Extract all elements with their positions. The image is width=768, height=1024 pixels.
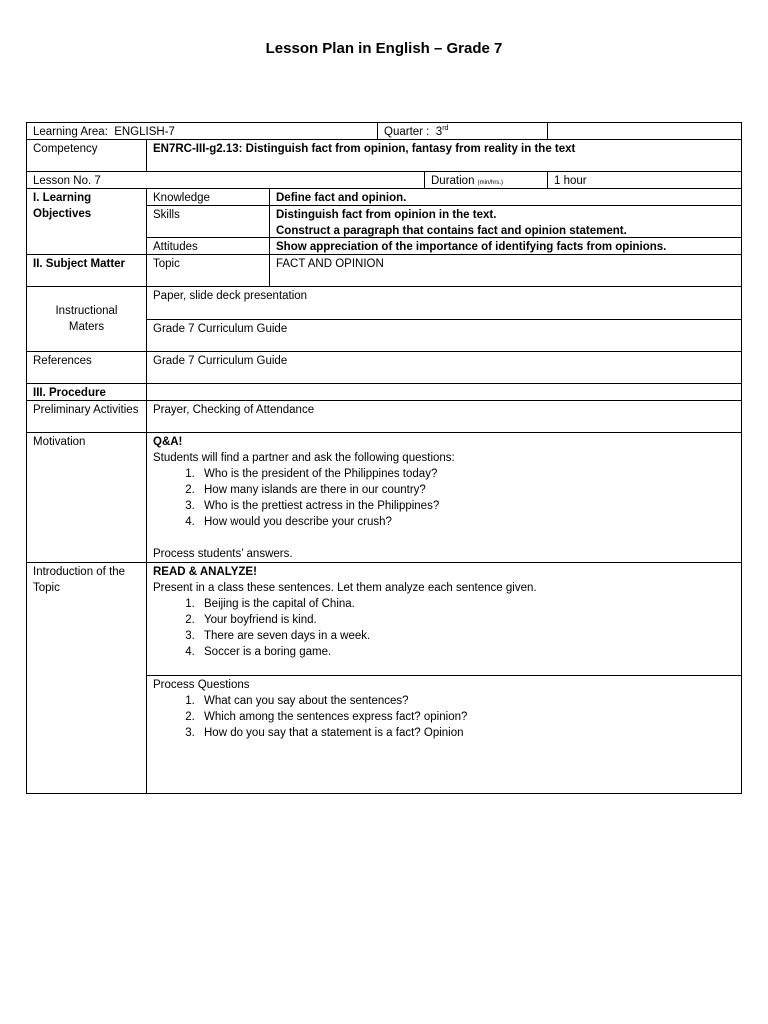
knowledge-label: Knowledge (153, 192, 210, 204)
motivation-value-cell (146, 432, 742, 563)
quarter-cell (377, 122, 548, 140)
list-item: 2. Which among the sentences express fact? opinion? (198, 709, 735, 725)
motivation-footer: Process students’ answers. (153, 548, 293, 560)
list-item: 1. Who is the president of the Philippines today? (198, 466, 735, 482)
duration-label: Duration (431, 175, 475, 187)
lesson-no-cell (26, 171, 425, 189)
list-item: 4. Soccer is a boring game. (198, 644, 735, 660)
learning-area-value: ENGLISH-7 (114, 126, 175, 138)
knowledge-value-cell (269, 188, 742, 206)
quarter-value: 3 (435, 126, 443, 138)
topic-label-cell (146, 254, 270, 287)
topic-label: Topic (153, 258, 180, 270)
references-value-cell (146, 351, 742, 384)
preliminary-value: Prayer, Checking of Attendance (153, 404, 315, 416)
materials-label-1: Instructional (55, 305, 118, 317)
objectives-label-cell (26, 188, 147, 255)
motivation-label: Motivation (33, 436, 86, 448)
competency-label-cell (26, 139, 147, 172)
list-item: 3. There are seven days in a week. (198, 628, 735, 644)
motivation-label-cell (26, 432, 147, 563)
intro-label-cell (26, 562, 147, 794)
attitudes-label-cell (146, 237, 270, 255)
motivation-title: Q&A! (153, 436, 183, 448)
skills-value-2: Construct a paragraph that contains fact and opinion statement. (276, 225, 627, 237)
intro-list (153, 596, 735, 660)
quarter-suffix: rd (442, 125, 449, 133)
subject-label-cell (26, 254, 147, 287)
objectives-label: I. Learning Objectives (33, 192, 92, 220)
skills-value-1: Distinguish fact from opinion in the text. (276, 209, 497, 221)
intro-label: Introduction of the Topic (33, 566, 126, 594)
motivation-list (153, 466, 735, 530)
procedure-value-cell (146, 383, 742, 401)
list-item: 2. Your boyfriend is kind. (198, 612, 735, 628)
intro-text: Present in a class these sentences. Let them analyze each sentence given. (153, 582, 537, 594)
intro-value-cell (146, 562, 742, 676)
list-item: 1. Beijing is the capital of China. (198, 596, 735, 612)
subject-label: II. Subject Matter (33, 258, 126, 270)
materials-value-1: Paper, slide deck presentation (153, 290, 308, 302)
knowledge-value: Define fact and opinion. (276, 192, 407, 204)
list-item: 3. How do you say that a statement is a fact? Opinion (198, 725, 735, 741)
quarter-label: Quarter : (384, 126, 430, 138)
list-item: 1. What can you say about the sentences? (198, 693, 735, 709)
list-item: 2. How many islands are there in our country? (198, 482, 735, 498)
materials-value-cell-1 (146, 286, 742, 320)
references-label-cell (26, 351, 147, 384)
skills-label: Skills (153, 209, 180, 221)
process-list (153, 693, 735, 741)
competency-label: Competency (33, 143, 98, 155)
preliminary-label: Preliminary Activities (33, 404, 139, 416)
preliminary-label-cell (26, 400, 147, 433)
knowledge-label-cell (146, 188, 270, 206)
skills-label-cell (146, 205, 270, 238)
duration-label-cell (424, 171, 548, 189)
references-label: References (33, 355, 92, 367)
preliminary-value-cell (146, 400, 742, 433)
procedure-label: III. Procedure (33, 387, 106, 399)
materials-value-cell-2 (146, 319, 742, 352)
page-title: Lesson Plan in English – Grade 7 (265, 40, 503, 57)
quarter-extra-cell (547, 122, 742, 140)
motivation-intro: Students will find a partner and ask the following questions: (153, 452, 455, 464)
materials-label-2: Maters (68, 321, 105, 333)
list-item: 4. How would you describe your crush? (198, 514, 735, 530)
attitudes-value-cell (269, 237, 742, 255)
competency-value-cell (146, 139, 742, 172)
list-item: 3. Who is the prettiest actress in the Philippines? (198, 498, 735, 514)
competency-value: EN7RC-III-g2.13: Distinguish fact from opinion, fantasy from reality in the text (153, 143, 576, 155)
intro-title: READ & ANALYZE! (153, 566, 257, 578)
topic-value-cell (269, 254, 742, 287)
duration-unit: (min/hrs.) (477, 180, 504, 186)
topic-value: FACT AND OPINION (276, 258, 384, 270)
procedure-label-cell (26, 383, 147, 401)
process-questions-cell (146, 675, 742, 794)
attitudes-value: Show appreciation of the importance of identifying facts from opinions. (276, 241, 667, 253)
references-value: Grade 7 Curriculum Guide (153, 355, 288, 367)
duration-value-cell (547, 171, 742, 189)
skills-value-cell (269, 205, 742, 238)
duration-value: 1 hour (554, 175, 587, 187)
materials-value-2: Grade 7 Curriculum Guide (153, 323, 288, 335)
learning-area-cell (26, 122, 378, 140)
learning-area-label: Learning Area: (33, 126, 108, 138)
attitudes-label: Attitudes (153, 241, 198, 253)
process-title: Process Questions (153, 679, 250, 691)
lesson-no: Lesson No. 7 (33, 175, 101, 187)
materials-label-cell (26, 286, 147, 352)
